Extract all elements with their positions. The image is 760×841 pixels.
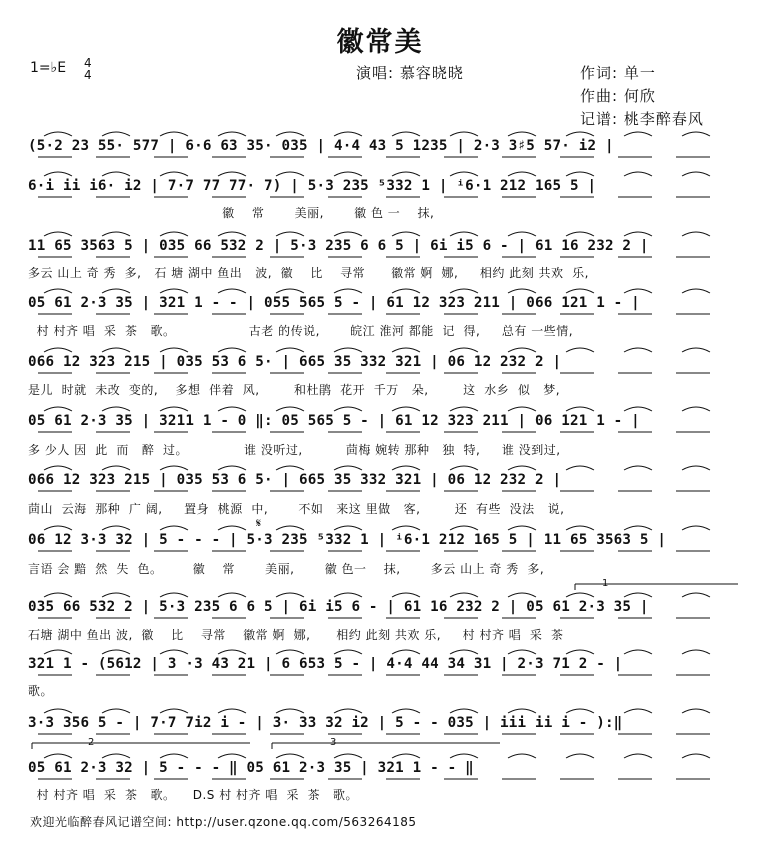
slur-mark: [334, 650, 362, 654]
slur-mark: [44, 709, 72, 713]
slur-mark: [682, 407, 710, 411]
slur-mark: [276, 232, 304, 236]
slur-mark: [334, 593, 362, 597]
slur-mark: [160, 232, 188, 236]
notation-line-2: 6·i ii i6· i2 | 7·7 77 77· 7) | 5·3 235 ⁵332 1 | ⁱ6·1 212 165 5 |: [28, 178, 597, 194]
slur-mark: [682, 526, 710, 530]
slur-mark: [450, 754, 478, 758]
slur-mark: [624, 232, 652, 236]
key-signature: 1=♭E: [30, 60, 67, 76]
slur-mark: [450, 593, 478, 597]
slur-mark: [682, 593, 710, 597]
lyric-line-6: 多 少人 因 此 而 醉 过。 谁 没听过, 茴梅 婉转 那种 独 特, 谁 没到过,: [28, 443, 561, 457]
footer-note: 欢迎光临醉春风记谱空间: http://user.qzone.qq.com/563264185: [30, 815, 417, 829]
slur-mark: [450, 709, 478, 713]
slur-mark: [450, 348, 478, 352]
slur-mark: [218, 289, 246, 293]
slur-mark: [102, 593, 130, 597]
slur-mark: [392, 348, 420, 352]
slur-mark: [102, 289, 130, 293]
slur-mark: [218, 650, 246, 654]
slur-mark: [102, 407, 130, 411]
slur-mark: [160, 289, 188, 293]
slur-mark: [160, 172, 188, 176]
slur-mark: [334, 709, 362, 713]
segno-sign: 𝄋: [256, 516, 262, 530]
slur-mark: [334, 348, 362, 352]
slur-mark: [102, 172, 130, 176]
slur-mark: [218, 466, 246, 470]
slur-mark: [334, 407, 362, 411]
slur-mark: [508, 754, 536, 758]
slur-mark: [102, 754, 130, 758]
slur-mark: [682, 172, 710, 176]
slur-mark: [624, 526, 652, 530]
slur-mark: [44, 289, 72, 293]
slur-mark: [276, 172, 304, 176]
slur-mark: [160, 526, 188, 530]
slur-mark: [276, 754, 304, 758]
slur-mark: [450, 232, 478, 236]
meter-top: 4: [84, 56, 92, 70]
slur-mark: [276, 526, 304, 530]
slur-mark: [276, 650, 304, 654]
notation-line-1: (5·2 23 55· 577 | 6·6 63 35· 035 | 4·4 43 5 1235 | 2·3 3♯5 57· i2 |: [28, 138, 614, 154]
composer-credit: 作曲: 何欣: [580, 87, 656, 105]
slur-mark: [392, 232, 420, 236]
slur-mark: [276, 709, 304, 713]
slur-mark: [102, 348, 130, 352]
slur-mark: [450, 466, 478, 470]
transcriber-credit: 记谱: 桃李醉春风: [580, 110, 704, 128]
slur-mark: [624, 754, 652, 758]
slur-mark: [624, 132, 652, 136]
slur-mark: [160, 132, 188, 136]
notation-line-3: 11 65 3563 5 | 035 66 532 2 | 5·3 235 6 6 5 | 6i i5 6 - | 61 16 232 2 |: [28, 238, 649, 254]
slur-mark: [566, 709, 594, 713]
slur-mark: [160, 348, 188, 352]
slur-mark: [392, 172, 420, 176]
slur-mark: [334, 466, 362, 470]
slur-mark: [392, 407, 420, 411]
slur-mark: [508, 709, 536, 713]
slur-mark: [276, 132, 304, 136]
slur-mark: [392, 132, 420, 136]
slur-mark: [566, 407, 594, 411]
notation-line-9: 035 66 532 2 | 5·3 235 6 6 5 | 6i i5 6 - | 61 16 232 2 | 05 61 2·3 35 |: [28, 599, 649, 615]
slur-mark: [450, 289, 478, 293]
slur-mark: [566, 348, 594, 352]
lyric-line-12: 村 村齐 唱 采 茶 歌。 D.S 村 村齐 唱 采 茶 歌。: [28, 788, 359, 802]
slur-mark: [218, 348, 246, 352]
slur-mark: [508, 348, 536, 352]
slur-mark: [392, 466, 420, 470]
slur-mark: [508, 232, 536, 236]
slur-mark: [566, 172, 594, 176]
notation-line-8: 06 12 3·3 32 | 5 - - - | 5·3 235 ⁵332 1 | ⁱ6·1 212 165 5 | 11 65 3563 5 |: [28, 532, 667, 548]
slur-mark: [624, 593, 652, 597]
slur-mark: [682, 232, 710, 236]
slur-mark: [682, 466, 710, 470]
slur-mark: [102, 526, 130, 530]
lyric-line-4: 村 村齐 唱 采 茶 歌。 古老 的传说, 皖江 淮河 都能 记 得, 总有 一些情,: [28, 324, 574, 338]
lyric-line-2: 徽 常 美丽, 徽 色 一 抹,: [28, 206, 435, 220]
slur-mark: [160, 466, 188, 470]
slur-mark: [508, 172, 536, 176]
notation-line-10: 321 1 - (5612 | 3 ·3 43 21 | 6 653 5 - | 4·4 44 34 31 | 2·3 71 2 - |: [28, 656, 623, 672]
slur-mark: [566, 232, 594, 236]
meter-bottom: 4: [84, 68, 92, 82]
slur-mark: [44, 348, 72, 352]
slur-mark: [566, 754, 594, 758]
slur-mark: [276, 407, 304, 411]
slur-mark: [450, 132, 478, 136]
slur-mark: [566, 466, 594, 470]
slur-mark: [276, 466, 304, 470]
slur-mark: [624, 407, 652, 411]
slur-mark: [682, 348, 710, 352]
notation-line-11: 3·3 356 5 - | 7·7 7i2 i - | 3· 33 32 i2 | 5 - - 035 | iii ii i - ):‖: [28, 715, 623, 731]
lyric-line-9: 石塘 湖中 鱼出 波, 徽 比 寻常 徽常 婀 娜, 相约 此刻 共欢 乐, 村 村齐 唱 采 茶: [28, 628, 564, 642]
slur-mark: [334, 172, 362, 176]
slur-mark: [218, 132, 246, 136]
slur-mark: [508, 526, 536, 530]
slur-mark: [566, 650, 594, 654]
slur-mark: [508, 132, 536, 136]
slur-mark: [566, 289, 594, 293]
slur-mark: [44, 466, 72, 470]
slur-mark: [102, 132, 130, 136]
slur-mark: [44, 754, 72, 758]
slur-mark: [102, 709, 130, 713]
slur-mark: [160, 754, 188, 758]
slur-mark: [508, 466, 536, 470]
notation-line-7: 066 12 323 215 | 035 53 6 5· | 665 35 332 321 | 06 12 232 2 |: [28, 472, 562, 488]
slur-mark: [102, 232, 130, 236]
slur-mark: [160, 407, 188, 411]
slur-mark: [392, 709, 420, 713]
slur-mark: [392, 526, 420, 530]
slur-mark: [450, 407, 478, 411]
lyric-line-3: 多云 山上 奇 秀 多, 石 塘 湖中 鱼出 波, 徽 比 寻常 徽常 婀 娜, 相约 此刻 共欢 乐,: [28, 266, 589, 280]
slur-mark: [160, 709, 188, 713]
slur-mark: [276, 348, 304, 352]
slur-mark: [44, 650, 72, 654]
slur-mark: [218, 407, 246, 411]
slur-mark: [624, 709, 652, 713]
slur-mark: [334, 289, 362, 293]
slur-mark: [392, 289, 420, 293]
third-ending-number: 3: [330, 737, 337, 748]
slur-mark: [682, 754, 710, 758]
singer-credit: 演唱: 慕容晓晓: [356, 64, 464, 82]
lyric-line-7: 茴山 云海 那种 广 阔, 置身 桃源 中, 不如 来这 里做 客, 还 有些 没法 说,: [28, 502, 565, 516]
slur-mark: [450, 526, 478, 530]
slur-mark: [682, 709, 710, 713]
lyricist-credit: 作词: 单一: [580, 64, 656, 82]
slur-mark: [508, 650, 536, 654]
slur-mark: [392, 650, 420, 654]
slur-mark: [334, 754, 362, 758]
slur-mark: [508, 407, 536, 411]
slur-mark: [44, 593, 72, 597]
notation-line-12: 05 61 2·3 32 | 5 - - - ‖ 05 61 2·3 35 | 321 1 - - ‖: [28, 760, 474, 776]
slur-mark: [218, 754, 246, 758]
slur-mark: [682, 132, 710, 136]
notation-line-6: 05 61 2·3 35 | 3211 1 - 0 ‖: 05 565 5 - | 61 12 323 211 | 06 121 1 - |: [28, 413, 640, 429]
slur-mark: [508, 289, 536, 293]
notation-line-4: 05 61 2·3 35 | 321 1 - - | 055 565 5 - | 61 12 323 211 | 066 121 1 - |: [28, 295, 640, 311]
slur-mark: [450, 650, 478, 654]
slur-mark: [44, 132, 72, 136]
slur-mark: [218, 526, 246, 530]
slur-mark: [566, 593, 594, 597]
second-ending-number: 2: [88, 737, 95, 748]
slur-mark: [624, 289, 652, 293]
slur-mark: [44, 407, 72, 411]
slur-mark: [218, 232, 246, 236]
slur-mark: [392, 754, 420, 758]
slur-mark: [624, 466, 652, 470]
slur-mark: [44, 526, 72, 530]
slur-mark: [624, 172, 652, 176]
slur-mark: [334, 232, 362, 236]
song-title: 徽常美: [336, 27, 424, 58]
slur-mark: [392, 593, 420, 597]
slur-mark: [276, 289, 304, 293]
slur-mark: [682, 289, 710, 293]
lyric-line-5: 是儿 时就 未改 变的, 多想 伴着 风, 和杜鹃 花开 千万 朵, 这 水乡 似 梦,: [28, 383, 561, 397]
lyric-line-8: 言语 会 黯 然 失 色。 徽 常 美丽, 徽 色一 抹, 多云 山上 奇 秀 多,: [28, 562, 545, 576]
slur-mark: [218, 593, 246, 597]
slur-mark: [334, 132, 362, 136]
slur-mark: [566, 132, 594, 136]
slur-mark: [160, 650, 188, 654]
slur-mark: [102, 466, 130, 470]
slur-mark: [682, 650, 710, 654]
slur-mark: [334, 526, 362, 530]
slur-mark: [566, 526, 594, 530]
first-ending-number: 1: [602, 578, 609, 589]
slur-mark: [624, 348, 652, 352]
lyric-line-10: 歌。: [28, 684, 54, 698]
slur-mark: [276, 593, 304, 597]
slur-mark: [508, 593, 536, 597]
slur-mark: [624, 650, 652, 654]
slur-mark: [218, 709, 246, 713]
slur-mark: [44, 232, 72, 236]
notation-line-5: 066 12 323 215 | 035 53 6 5· | 665 35 332 321 | 06 12 232 2 |: [28, 354, 562, 370]
slur-mark: [102, 650, 130, 654]
slur-mark: [160, 593, 188, 597]
slur-mark: [218, 172, 246, 176]
slur-mark: [44, 172, 72, 176]
slur-mark: [450, 172, 478, 176]
